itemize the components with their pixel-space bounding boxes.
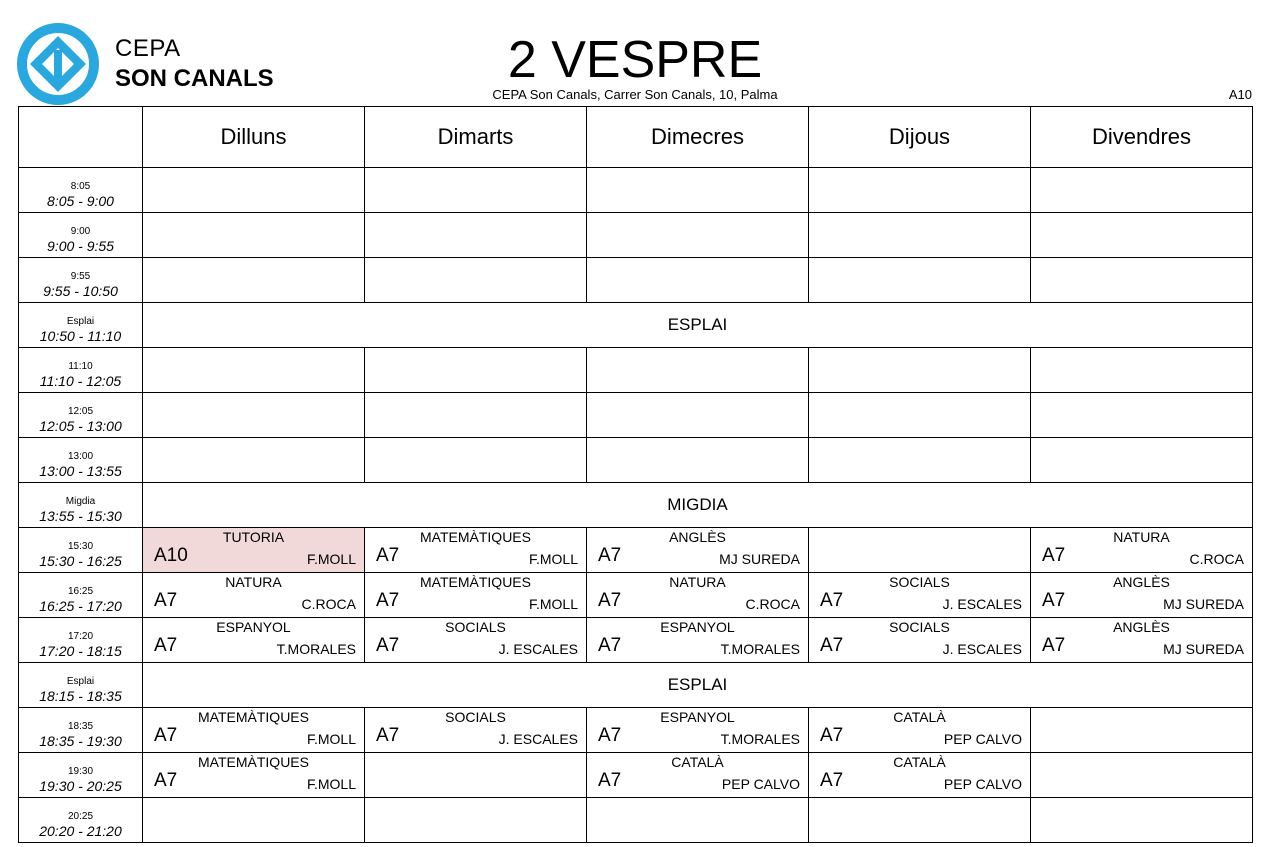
time-slot-label: 9:00: [70, 226, 91, 237]
time-slot-label: Esplai: [66, 316, 95, 327]
empty-cell: [587, 438, 809, 483]
room-label: A10: [154, 545, 188, 566]
class-cell: [809, 573, 1031, 618]
empty-cell: [1031, 438, 1253, 483]
empty-cell: [1031, 753, 1253, 798]
empty-cell: [809, 258, 1031, 303]
empty-cell: [365, 168, 587, 213]
empty-cell: [365, 438, 587, 483]
empty-cell: [143, 258, 365, 303]
time-slot-range: 18:35 - 19:30: [39, 733, 122, 749]
time-slot-range: 8:05 - 9:00: [47, 193, 114, 209]
time-row: [19, 798, 1253, 843]
room-label: A7: [376, 635, 400, 656]
time-slot-cell: [19, 168, 143, 213]
corner-cell: [19, 107, 143, 168]
room-label: A7: [376, 545, 400, 566]
time-slot-label: 12:05: [67, 406, 94, 417]
empty-cell: [365, 393, 587, 438]
empty-cell: [587, 393, 809, 438]
time-slot-range: 13:55 - 15:30: [39, 508, 122, 524]
room-label: A7: [1042, 590, 1066, 611]
time-slot-label: 11:10: [68, 361, 93, 372]
subject-label: ANGLÈS: [1113, 619, 1170, 635]
time-slot-label: 16:25: [67, 586, 94, 597]
class-cell: [365, 528, 587, 573]
room-label: A7: [598, 635, 622, 656]
class-cell: [1031, 618, 1253, 663]
teacher-label: C.ROCA: [1189, 551, 1244, 567]
time-row: [19, 258, 1253, 303]
time-slot-label: 13:00: [67, 451, 94, 462]
empty-cell: [365, 753, 587, 798]
teacher-label: F.MOLL: [306, 776, 356, 792]
teacher-label: F.MOLL: [528, 596, 578, 612]
page-subtitle: CEPA Son Canals, Carrer Son Canals, 10, Palma: [492, 87, 778, 102]
break-band: ESPLAI: [143, 663, 1253, 708]
time-slot-cell: [19, 753, 143, 798]
time-slot-cell: [19, 708, 143, 753]
time-slot-label: 18:35: [67, 721, 94, 732]
room-label: A7: [598, 770, 622, 791]
class-cell: [587, 753, 809, 798]
class-cell: [143, 753, 365, 798]
page-title: 2 VESPRE: [507, 31, 763, 89]
subject-label: MATEMÀTIQUES: [420, 529, 531, 545]
subject-label: ANGLÈS: [1113, 574, 1170, 590]
break-band: MIGDIA: [143, 483, 1253, 528]
room-label: A7: [1042, 635, 1066, 656]
class-cell: [587, 708, 809, 753]
day-header: Dimecres: [587, 107, 809, 168]
subject-label: ESPANYOL: [216, 619, 291, 635]
time-row: [19, 483, 1253, 528]
time-slot-range: 11:10 - 12:05: [39, 373, 122, 389]
class-cell: [587, 618, 809, 663]
time-row: [19, 393, 1253, 438]
time-slot-range: 13:00 - 13:55: [39, 463, 122, 479]
teacher-label: J. ESCALES: [498, 731, 578, 747]
subject-label: NATURA: [669, 574, 726, 590]
subject-label: MATEMÀTIQUES: [198, 709, 309, 725]
subject-label: ANGLÈS: [669, 529, 726, 545]
empty-cell: [809, 348, 1031, 393]
time-slot-cell: [19, 303, 143, 348]
empty-cell: [1031, 168, 1253, 213]
empty-cell: [587, 213, 809, 258]
teacher-label: T.MORALES: [720, 731, 800, 747]
time-row: [19, 528, 1253, 573]
timetable-body: [19, 168, 1253, 843]
empty-cell: [809, 528, 1031, 573]
timetable: [18, 106, 1253, 843]
time-slot-cell: [19, 483, 143, 528]
class-cell: [143, 528, 365, 573]
empty-cell: [365, 213, 587, 258]
time-slot-range: 20:20 - 21:20: [39, 823, 122, 839]
time-slot-range: 10:50 - 11:10: [39, 328, 122, 344]
time-row: [19, 663, 1253, 708]
empty-cell: [809, 168, 1031, 213]
empty-cell: [143, 213, 365, 258]
time-slot-cell: [19, 573, 143, 618]
empty-cell: [809, 438, 1031, 483]
empty-cell: [143, 798, 365, 843]
empty-cell: [587, 258, 809, 303]
time-slot-cell: [19, 618, 143, 663]
empty-cell: [1031, 393, 1253, 438]
time-slot-cell: [19, 348, 143, 393]
day-header: Dimarts: [365, 107, 587, 168]
empty-cell: [1031, 213, 1253, 258]
class-cell: [365, 708, 587, 753]
time-slot-cell: [19, 798, 143, 843]
empty-cell: [365, 258, 587, 303]
class-cell: [809, 618, 1031, 663]
time-slot-label: 17:20: [67, 631, 94, 642]
subject-label: ESPANYOL: [660, 709, 735, 725]
subject-label: MATEMÀTIQUES: [420, 574, 531, 590]
room-label: A7: [820, 770, 844, 791]
empty-cell: [1031, 348, 1253, 393]
empty-cell: [365, 348, 587, 393]
time-row: [19, 438, 1253, 483]
group-code: A10: [1228, 87, 1252, 102]
subject-label: SOCIALS: [445, 709, 506, 725]
teacher-label: PEP CALVO: [943, 776, 1022, 792]
time-slot-cell: [19, 258, 143, 303]
day-header: Divendres: [1031, 107, 1253, 168]
empty-cell: [587, 798, 809, 843]
room-label: A7: [154, 725, 178, 746]
class-cell: [1031, 528, 1253, 573]
time-slot-label: 8:05: [70, 181, 91, 192]
class-cell: [143, 708, 365, 753]
room-label: A7: [820, 590, 844, 611]
time-slot-range: 9:55 - 10:50: [43, 283, 118, 299]
empty-cell: [143, 438, 365, 483]
time-row: [19, 573, 1253, 618]
time-row: [19, 168, 1253, 213]
time-row: [19, 213, 1253, 258]
room-label: A7: [598, 590, 622, 611]
teacher-label: F.MOLL: [306, 731, 356, 747]
subject-label: MATEMÀTIQUES: [198, 754, 309, 770]
room-label: A7: [376, 725, 400, 746]
time-slot-cell: [19, 663, 143, 708]
class-cell: [1031, 573, 1253, 618]
subject-label: CATALÀ: [671, 754, 724, 770]
time-slot-label: Migdia: [65, 496, 96, 507]
empty-cell: [365, 798, 587, 843]
day-header: Dilluns: [143, 107, 365, 168]
room-label: A7: [376, 590, 400, 611]
room-label: A7: [1042, 545, 1066, 566]
subject-label: TUTORIA: [222, 529, 285, 545]
time-slot-label: 20:25: [67, 811, 94, 822]
empty-cell: [587, 348, 809, 393]
room-label: A7: [154, 635, 178, 656]
subject-label: SOCIALS: [889, 574, 950, 590]
empty-cell: [587, 168, 809, 213]
empty-cell: [809, 798, 1031, 843]
subject-label: CATALÀ: [893, 754, 946, 770]
teacher-label: MJ SUREDA: [1163, 641, 1244, 657]
class-cell: [365, 618, 587, 663]
school-logo-icon: [16, 22, 102, 108]
timetable-header-row: [19, 107, 1253, 168]
empty-cell: [143, 168, 365, 213]
teacher-label: C.ROCA: [745, 596, 800, 612]
class-cell: [143, 618, 365, 663]
time-slot-cell: [19, 528, 143, 573]
subject-label: SOCIALS: [889, 619, 950, 635]
empty-cell: [809, 393, 1031, 438]
time-row: [19, 348, 1253, 393]
time-row: [19, 618, 1253, 663]
time-slot-range: 15:30 - 16:25: [39, 553, 122, 569]
teacher-label: MJ SUREDA: [1163, 596, 1244, 612]
subject-label: CATALÀ: [893, 709, 946, 725]
time-slot-label: 9:55: [70, 271, 91, 282]
empty-cell: [1031, 708, 1253, 753]
teacher-label: J. ESCALES: [942, 596, 1022, 612]
subject-label: ESPANYOL: [660, 619, 735, 635]
subject-label: SOCIALS: [445, 619, 506, 635]
time-slot-range: 9:00 - 9:55: [47, 238, 114, 254]
teacher-label: C.ROCA: [301, 596, 356, 612]
time-slot-label: Esplai: [66, 676, 95, 687]
time-slot-label: 19:30: [67, 766, 94, 777]
teacher-label: PEP CALVO: [943, 731, 1022, 747]
teacher-label: J. ESCALES: [942, 641, 1022, 657]
teacher-label: F.MOLL: [306, 551, 356, 567]
room-label: A7: [820, 635, 844, 656]
subject-label: NATURA: [1113, 529, 1170, 545]
teacher-label: T.MORALES: [276, 641, 356, 657]
teacher-label: F.MOLL: [528, 551, 578, 567]
subject-label: NATURA: [225, 574, 282, 590]
class-cell: [365, 573, 587, 618]
empty-cell: [1031, 258, 1253, 303]
time-slot-label: 15:30: [67, 541, 94, 552]
time-slot-cell: [19, 213, 143, 258]
room-label: A7: [154, 770, 178, 791]
time-slot-range: 17:20 - 18:15: [39, 643, 122, 659]
teacher-label: MJ SUREDA: [719, 551, 800, 567]
school-logo: [16, 22, 286, 108]
logo-text-line2: SON CANALS: [115, 65, 274, 92]
time-slot-range: 16:25 - 17:20: [39, 598, 122, 614]
room-label: A7: [598, 545, 622, 566]
room-label: A7: [820, 725, 844, 746]
class-cell: [809, 708, 1031, 753]
class-cell: [587, 573, 809, 618]
time-slot-cell: [19, 438, 143, 483]
room-label: A7: [154, 590, 178, 611]
class-cell: [809, 753, 1031, 798]
time-slot-cell: [19, 393, 143, 438]
teacher-label: T.MORALES: [720, 641, 800, 657]
time-slot-range: 12:05 - 13:00: [39, 418, 122, 434]
empty-cell: [143, 348, 365, 393]
class-cell: [587, 528, 809, 573]
empty-cell: [1031, 798, 1253, 843]
empty-cell: [143, 393, 365, 438]
time-row: [19, 753, 1253, 798]
time-slot-range: 19:30 - 20:25: [39, 778, 122, 794]
logo-text-line1: CEPA: [115, 35, 181, 62]
teacher-label: J. ESCALES: [498, 641, 578, 657]
time-row: [19, 303, 1253, 348]
day-header: Dijous: [809, 107, 1031, 168]
empty-cell: [809, 213, 1031, 258]
room-label: A7: [598, 725, 622, 746]
teacher-label: PEP CALVO: [721, 776, 800, 792]
break-band: ESPLAI: [143, 303, 1253, 348]
time-row: [19, 708, 1253, 753]
class-cell: [143, 573, 365, 618]
time-slot-range: 18:15 - 18:35: [39, 688, 122, 704]
